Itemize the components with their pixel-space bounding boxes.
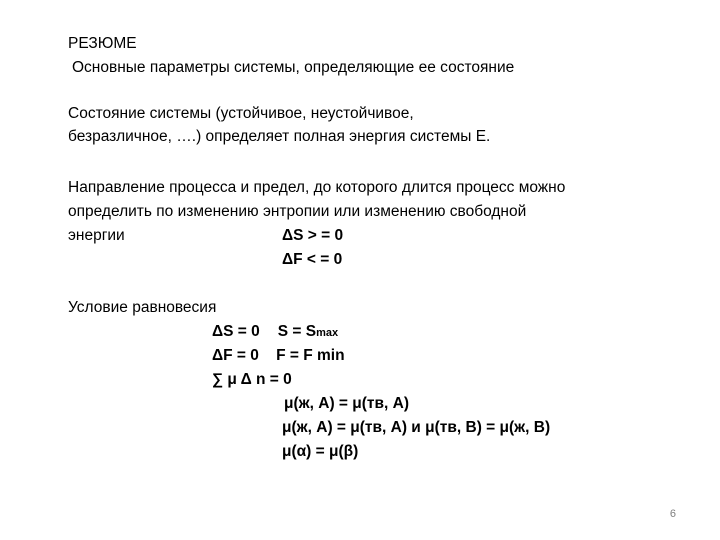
equilibrium-eq-1-right: S = S xyxy=(277,323,317,340)
equilibrium-label: Условие равновесия xyxy=(68,299,217,316)
direction-text-line-1: Направление процесса и предел, до которого длится процесс можно xyxy=(68,179,566,196)
slide-subtitle: Основные параметры системы, определяющие ее состояние xyxy=(72,59,515,76)
equilibrium-eq-1-left: ΔS = 0 xyxy=(212,323,260,340)
equilibrium-eq-6: μ(α) = μ(β) xyxy=(282,443,359,460)
equilibrium-eq-1 xyxy=(212,322,338,343)
state-text-line-2: безразличное, ….) определяет полная энергия системы Е. xyxy=(68,128,491,145)
equilibrium-eq-2: ΔF = 0 F = F min xyxy=(212,347,345,364)
direction-text-line-2: определить по изменению энтропии или изменению свободной xyxy=(68,203,527,220)
direction-text-line-3: энергии xyxy=(68,227,125,244)
equilibrium-eq-5: μ(ж, A) = μ(тв, A) и μ(тв, B) = μ(ж, B) xyxy=(282,419,551,436)
equilibrium-eq-1-sub: max xyxy=(316,327,339,339)
entropy-formula: ΔS > = 0 xyxy=(282,227,344,244)
equilibrium-eq-4: μ(ж, A) = μ(тв, A) xyxy=(284,395,409,412)
equilibrium-eq-3: ∑ μ Δ n = 0 xyxy=(212,371,292,388)
state-text-line-1: Состояние системы (устойчивое, неустойчивое, xyxy=(68,105,414,122)
slide-title: РЕЗЮМЕ xyxy=(68,35,137,52)
free-energy-formula: ΔF < = 0 xyxy=(282,251,343,268)
page-number: 6 xyxy=(669,508,676,520)
